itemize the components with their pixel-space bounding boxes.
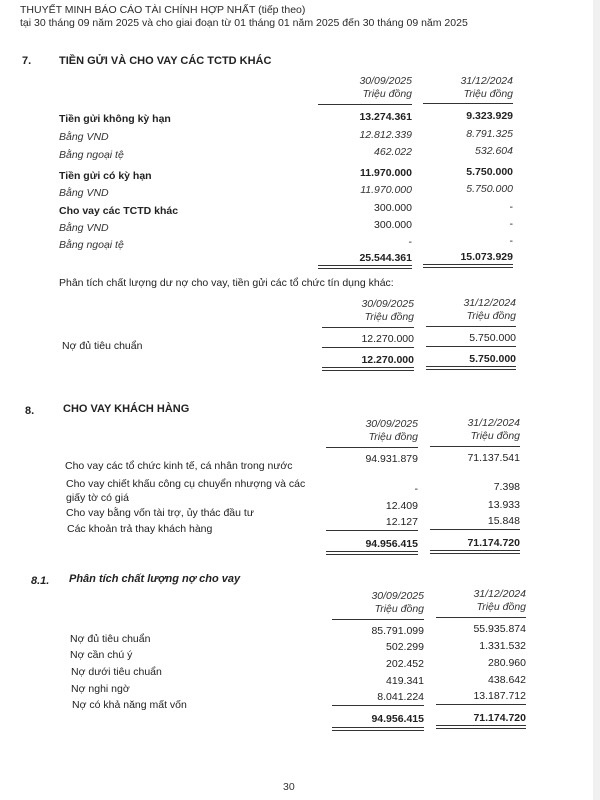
s7-row-c1: 300.000 bbox=[374, 202, 412, 214]
s8-total-c1: 94.956.415 bbox=[365, 538, 418, 550]
s7q-row-c1: 12.270.000 bbox=[361, 333, 414, 345]
s8-row-c1: 12.127 bbox=[385, 516, 418, 528]
s8-total-double-rule-1 bbox=[326, 551, 418, 555]
s8-header-rule-1 bbox=[326, 447, 418, 448]
col1-unit: Triệu đồng bbox=[368, 431, 418, 443]
col2-unit: Triệu đồng bbox=[470, 430, 520, 442]
col1-date: 30/09/2025 bbox=[365, 418, 418, 430]
s8-col1-header bbox=[326, 418, 418, 444]
s81-header-rule-2 bbox=[436, 617, 526, 618]
s81-subtotal-rule-1 bbox=[332, 705, 424, 706]
s81-row-label: Nợ dưới tiêu chuẩn bbox=[71, 666, 162, 678]
s7q-header-rule-1 bbox=[322, 327, 414, 328]
s8-row-label: Các khoản trả thay khách hàng bbox=[67, 523, 213, 535]
s7-row-c2: 8.791.325 bbox=[466, 128, 513, 140]
s81-row-label: Nợ nghi ngờ bbox=[71, 683, 130, 695]
s8-row-c2: 71.137.541 bbox=[467, 452, 520, 464]
s7-col1-header bbox=[318, 75, 412, 101]
s7-header-rule-1 bbox=[318, 104, 412, 105]
s7q-row-label: Nợ đủ tiêu chuẩn bbox=[62, 340, 143, 352]
s81-total-c1: 94.956.415 bbox=[371, 713, 424, 725]
s7-row-label: Bằng ngoại tệ bbox=[59, 239, 124, 251]
s7-row-label: Tiền gửi không kỳ hạn bbox=[59, 113, 171, 125]
document-title: THUYẾT MINH BÁO CÁO TÀI CHÍNH HỢP NHẤT (tiếp theo) bbox=[20, 4, 306, 16]
s81-row-c2: 438.642 bbox=[488, 674, 526, 686]
s8-row-c2: 13.933 bbox=[487, 499, 520, 511]
s8-row-c2: 7.398 bbox=[493, 481, 520, 493]
s8-row-label: Cho vay các tổ chức kinh tế, cá nhân trong nước bbox=[65, 460, 293, 472]
s81-row-c1: 419.341 bbox=[386, 675, 424, 687]
col1-unit: Triệu đồng bbox=[362, 88, 412, 100]
s7-row-c2: - bbox=[509, 201, 513, 213]
s8-subtotal-rule-1 bbox=[326, 530, 418, 531]
s81-row-label: Nợ đủ tiêu chuẩn bbox=[70, 633, 151, 645]
s81-header-rule-1 bbox=[332, 619, 424, 620]
s81-row-c1: 202.452 bbox=[386, 658, 424, 670]
s8-row-c1: 94.931.879 bbox=[365, 453, 418, 465]
s7-total-double-rule-1 bbox=[318, 265, 412, 269]
s7q-subtotal-rule-1 bbox=[322, 347, 414, 348]
s81-total-double-rule-2 bbox=[436, 725, 526, 729]
s8-total-double-rule-2 bbox=[430, 550, 520, 554]
s81-subtotal-rule-2 bbox=[436, 704, 526, 705]
s7q-row-c2: 5.750.000 bbox=[469, 332, 516, 344]
s7q-total-double-rule-1 bbox=[322, 367, 414, 371]
s81-row-c1: 85.791.099 bbox=[371, 625, 424, 637]
col2-date: 31/12/2024 bbox=[460, 75, 513, 87]
section-8-1-title: Phân tích chất lượng nợ cho vay bbox=[69, 573, 241, 585]
s81-row-c2: 1.331.532 bbox=[479, 640, 526, 652]
s7-row-label: Tiền gửi có kỳ hạn bbox=[59, 170, 152, 182]
s81-row-c2: 280.960 bbox=[488, 657, 526, 669]
s7-total-c1: 25.544.361 bbox=[359, 252, 412, 264]
s7-row-c1: 13.274.361 bbox=[359, 111, 412, 123]
s81-col1-header bbox=[332, 590, 424, 616]
s7q-total-c2: 5.750.000 bbox=[469, 353, 516, 365]
col2-unit: Triệu đồng bbox=[476, 601, 526, 613]
s7-row-c1: 300.000 bbox=[374, 219, 412, 231]
col2-unit: Triệu đồng bbox=[466, 310, 516, 322]
col1-date: 30/09/2025 bbox=[361, 298, 414, 310]
section-8-1-number: 8.1. bbox=[31, 575, 50, 587]
section-8-title: CHO VAY KHÁCH HÀNG bbox=[63, 403, 190, 415]
s7-row-c1: 11.970.000 bbox=[360, 184, 412, 196]
s8-subtotal-rule-2 bbox=[430, 529, 520, 530]
page-number: 30 bbox=[283, 781, 295, 793]
s7-row-label: Bằng VND bbox=[59, 131, 109, 143]
s7-row-c2: - bbox=[509, 218, 513, 230]
s7q-col1-header bbox=[322, 298, 414, 324]
page-edge-shadow bbox=[593, 0, 600, 800]
s81-row-c1: 502.299 bbox=[386, 641, 424, 653]
col1-unit: Triệu đồng bbox=[374, 603, 424, 615]
s7-row-label: Bằng ngoại tệ bbox=[59, 149, 124, 161]
s7-quality-intro: Phân tích chất lượng dư nợ cho vay, tiền gửi các tổ chức tín dụng khác: bbox=[59, 277, 394, 289]
s81-row-c2: 55.935.874 bbox=[473, 623, 526, 635]
s8-row-label: Cho vay chiết khấu công cụ chuyển nhượng và các bbox=[66, 478, 306, 490]
s7-row-c2: 9.323.929 bbox=[466, 110, 513, 122]
s7q-subtotal-rule-2 bbox=[426, 346, 516, 347]
document-subtitle: tại 30 tháng 09 năm 2025 và cho giai đoạn từ 01 tháng 01 năm 2025 đến 30 tháng 09 năm 2025 bbox=[20, 17, 468, 29]
col1-date: 30/09/2025 bbox=[359, 75, 412, 87]
s81-col2-header bbox=[436, 588, 526, 614]
s8-total-c2: 71.174.720 bbox=[467, 537, 520, 549]
s8-header-rule-2 bbox=[430, 446, 520, 447]
section-7-number: 7. bbox=[22, 55, 32, 67]
col1-unit: Triệu đồng bbox=[364, 311, 414, 323]
s7-row-c2: 532.604 bbox=[475, 145, 513, 157]
s7-row-c2: - bbox=[509, 235, 513, 247]
s7-row-c1: - bbox=[408, 236, 412, 248]
s7-row-c1: 462.022 bbox=[374, 146, 412, 158]
s7-row-c2: 5.750.000 bbox=[466, 166, 513, 178]
col2-date: 31/12/2024 bbox=[463, 297, 516, 309]
s7-total-c2: 15.073.929 bbox=[460, 251, 513, 263]
s81-row-label: Nợ cần chú ý bbox=[70, 649, 133, 661]
s7q-header-rule-2 bbox=[426, 326, 516, 327]
s8-col2-header bbox=[430, 417, 520, 443]
s8-row-label-continued: giấy tờ có giá bbox=[66, 492, 129, 504]
s81-total-c2: 71.174.720 bbox=[473, 712, 526, 724]
s8-row-c1: - bbox=[414, 483, 418, 495]
col2-unit: Triệu đồng bbox=[463, 88, 513, 100]
col2-date: 31/12/2024 bbox=[473, 588, 526, 600]
s7-row-label: Cho vay các TCTD khác bbox=[59, 205, 179, 217]
s81-total-double-rule-1 bbox=[332, 727, 424, 731]
s7-total-double-rule-2 bbox=[423, 264, 513, 268]
s7-header-rule-2 bbox=[423, 103, 513, 104]
s8-row-label: Cho vay bằng vốn tài trợ, ủy thác đầu tư bbox=[66, 507, 254, 519]
s81-row-c2: 13.187.712 bbox=[473, 690, 526, 702]
s81-row-label: Nợ có khả năng mất vốn bbox=[72, 699, 187, 711]
section-7-title: TIỀN GỬI VÀ CHO VAY CÁC TCTD KHÁC bbox=[59, 55, 272, 67]
col1-date: 30/09/2025 bbox=[371, 590, 424, 602]
s7-row-c1: 11.970.000 bbox=[360, 167, 412, 179]
s7-row-label: Bằng VND bbox=[59, 187, 109, 199]
col2-date: 31/12/2024 bbox=[467, 417, 520, 429]
s7q-total-double-rule-2 bbox=[426, 366, 516, 370]
s7q-col2-header bbox=[426, 297, 516, 323]
s7-row-c2: 5.750.000 bbox=[466, 183, 513, 195]
s8-row-c2: 15.848 bbox=[487, 515, 520, 527]
s8-row-c1: 12.409 bbox=[385, 500, 418, 512]
s7-col2-header bbox=[423, 75, 513, 101]
s7-row-label: Bằng VND bbox=[59, 222, 109, 234]
s7-row-c1: 12.812.339 bbox=[359, 129, 412, 141]
s7q-total-c1: 12.270.000 bbox=[361, 354, 414, 366]
s81-row-c1: 8.041.224 bbox=[377, 691, 424, 703]
section-8-number: 8. bbox=[25, 405, 35, 417]
